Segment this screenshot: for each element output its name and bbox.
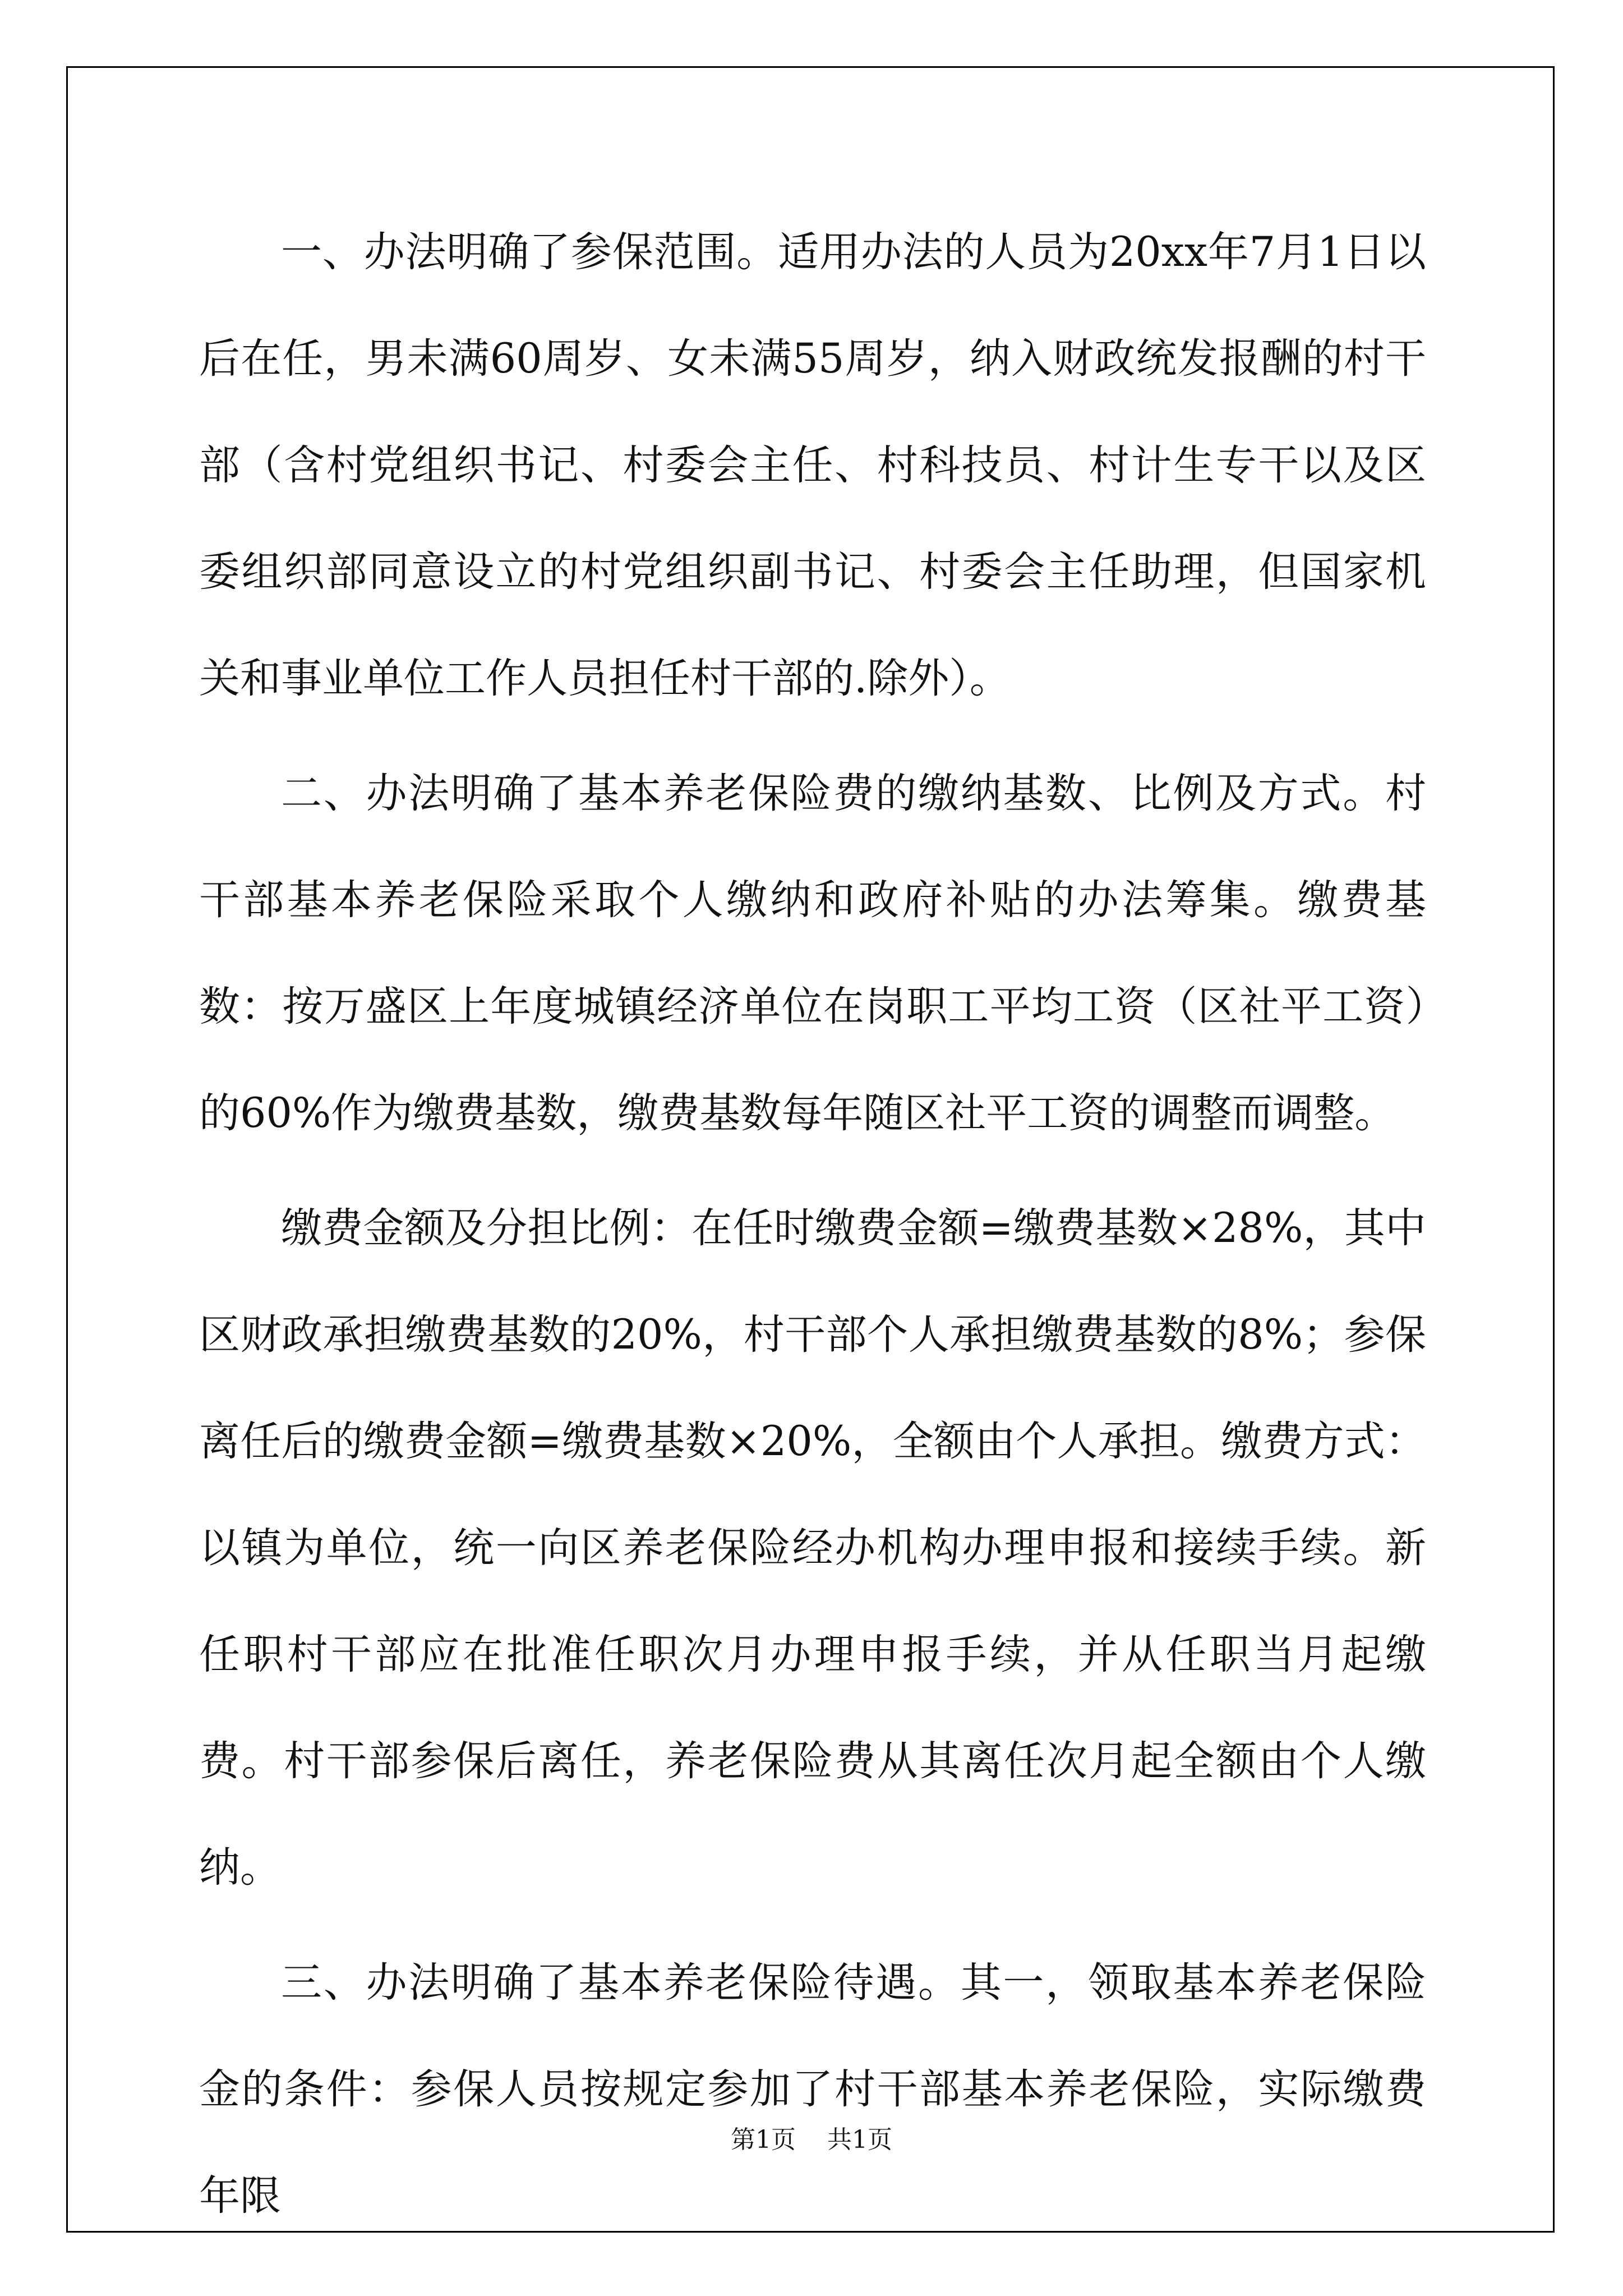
page-footer: 第1页 共1页 (731, 2125, 892, 2154)
paragraph-contribution-amount: 缴费金额及分担比例：在任时缴费金额=缴费基数×28%，其中区财政承担缴费基数的20%，村干部个人承担缴费基数的8%；参保离任后的缴费金额=缴费基数×20%，全额由个人承担。缴费方式：以镇为单位，统一向区养老保险经办机构办理申报和接续手续。新任职村干部应在批准任职次月办理申报手续，并从任职当月起缴费。村干部参保后离任，养老保险费从其离任次月起全额由个人缴纳。 (199, 1204, 1426, 1892)
paragraph-scope: 一、办法明确了参保范围。适用办法的人员为20xx年7月1日以后在任，男未满60周岁、女未满55周岁，纳入财政统发报酬的村干部（含村党组织书记、村委会主任、村科技员、村计生专干以及区委组织部同意设立的村党组织副书记、村委会主任助理，但国家机关和事业单位工作人员担任村干部的.除外）。 (199, 228, 1426, 702)
paragraph-pension-benefits: 三、办法明确了基本养老保险待遇。其一，领取基本养老保险金的条件：参保人员按规定参加了村干部基本养老保险，实际缴费年限 (199, 1959, 1426, 2220)
paragraph-contribution-base: 二、办法明确了基本养老保险费的缴纳基数、比例及方式。村干部基本养老保险采取个人缴纳和政府补贴的办法筹集。缴费基数：按万盛区上年度城镇经济单位在岗职工平均工资（区社平工资）的60%作为缴费基数，缴费基数每年随区社平工资的调整而调整。 (199, 770, 1426, 1137)
document-body (199, 199, 1426, 2249)
